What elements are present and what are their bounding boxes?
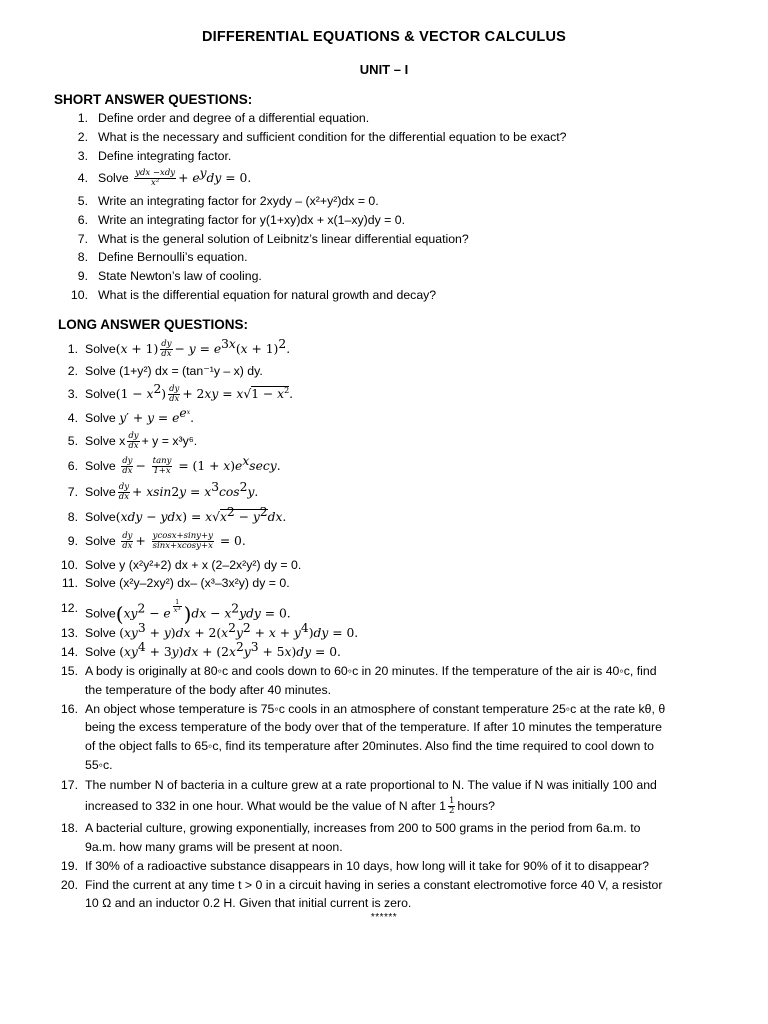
question-line-text: increased to 332 in one hour. What would be the value of N after 1 — [85, 799, 446, 813]
question-number: 11. — [61, 576, 78, 590]
question-text: Solve(1 − $x^2$) $\frac{dy}{dx}$ + $2xy = x√1 - x^2$. — [85, 382, 294, 405]
question-number: 5. — [77, 194, 88, 208]
question-number: 1. — [77, 111, 88, 125]
question-number: 8. — [67, 510, 78, 524]
question-number: 10. — [70, 288, 88, 302]
question-number: 8. — [77, 250, 88, 264]
solve-label: Solve — [85, 342, 116, 356]
question-line: of the object falls to 65◦c, find its temperature after 20minutes. Also find the time required to cool down to — [85, 739, 654, 753]
question-text: Solve $\frac{\text{ydx −xdy}}{\text{x²}}$ + $e^ydy = 0$. — [98, 166, 252, 189]
solve-label: Solve — [85, 387, 116, 401]
question-number: 13. — [60, 626, 78, 640]
solve-label: Solve — [85, 645, 116, 659]
solve-label: Solve — [85, 626, 116, 640]
short-answer-heading: SHORT ANSWER QUESTIONS: — [54, 92, 253, 107]
question-number: 2. — [77, 130, 88, 144]
solve-label: Solve x — [85, 434, 126, 448]
question-number: 12. — [60, 601, 78, 615]
solve-label: Solve — [85, 459, 116, 473]
solve-label: Solve — [85, 411, 116, 425]
question-text: $Solve(xy^2 - e$ $^{\frac{1}{x^3}}$ )$dx - x^2ydy = 0$. — [85, 598, 291, 626]
question-text: Define Bernoulli’s equation. — [98, 250, 248, 264]
question-text: Solve $(xy^3 + y)dx + 2(x^2y^2 + x + y^4)dy = 0$. — [85, 621, 359, 640]
question-number: 17. — [60, 778, 78, 792]
question-line: being the excess temperature of the body over that of the temperature. If after 10 minutes the temperature — [85, 720, 662, 734]
question-line: 55◦c. — [85, 758, 113, 772]
question-line: A body is originally at 80◦c and cools down to 60◦c in 20 minutes. If the temperature of the air is 40◦c, find — [85, 664, 657, 678]
question-line: 9a.m. how many grams will be present at noon. — [85, 840, 343, 854]
question-tail: hours? — [457, 799, 495, 813]
solve-label: Solve — [85, 510, 116, 524]
question-text: Define integrating factor. — [98, 149, 232, 163]
unit-heading: UNIT – I — [359, 62, 409, 77]
question-number: 19. — [60, 859, 78, 873]
question-line: A bacterial culture, growing exponentially, increases from 200 to 500 grams in the period from 6a.m. to — [85, 821, 641, 835]
solve-label: Solve — [85, 534, 116, 548]
question-text: Solve $\frac{dy}{dx}$ − $\frac{\tan y}{1+x}$ = $(1 + x)e^x\sec y$. — [85, 454, 281, 477]
long-answer-heading: LONG ANSWER QUESTIONS: — [58, 317, 249, 332]
question-tail: + y = x³y⁶. — [141, 434, 198, 448]
question-number: 1. — [67, 342, 78, 356]
question-text: What is the necessary and sufficient condition for the differential equation to be exact? — [98, 130, 567, 144]
question-text: Solve(x + 1) $\frac{dy}{dx}$ − $y = e^{3x}(x + 1)^2$. — [85, 337, 291, 360]
question-line: An object whose temperature is 75◦c cools in an atmosphere of constant temperature 25◦c at the rate kθ, θ — [85, 702, 666, 716]
document-title: DIFFERENTIAL EQUATIONS & VECTOR CALCULUS — [201, 29, 567, 45]
question-text: Solve $y' + y = e^{e^x}$. — [85, 406, 195, 425]
fraction-numerator: ydx −xdy — [135, 168, 176, 179]
question-number: 15. — [60, 664, 78, 678]
question-line: The number N of bacteria in a culture grew at a rate proportional to N. The value if N was initially 100 and — [85, 778, 657, 792]
fraction-denominator: x² — [151, 178, 160, 189]
question-line: Find the current at any time t > 0 in a circuit having in series a constant electromotive force 40 V, a resistor — [85, 878, 663, 892]
question-text: What is the differential equation for natural growth and decay? — [98, 288, 437, 302]
mixed-fraction: $\frac{1}{2}$ — [448, 796, 455, 817]
question-number: 2. — [67, 364, 78, 378]
question-number: 3. — [67, 387, 78, 401]
question-text: Solve $\frac{dy}{dx}$ + $xsin2y = x^3\cos^2y$. — [85, 480, 259, 503]
end-marker: ****** — [370, 912, 398, 923]
question-text: Solve y (x²y²+2) dx + x (2–2x²y²) dy = 0. — [85, 558, 302, 572]
question-number: 5. — [67, 434, 78, 448]
question-text: Solve $(xy^4 + 3y)dx + (2x^2y^3 + 5x)dy = 0$. — [85, 640, 341, 659]
question-number: 9. — [77, 269, 88, 283]
solve-label: Solve — [98, 171, 129, 185]
question-text: Solve (1+y²) dx = (tan⁻¹y – x) dy. — [85, 364, 263, 378]
question-number: 6. — [67, 459, 78, 473]
question-text: State Newton’s law of cooling. — [98, 269, 262, 283]
question-text: Solve $\frac{dy}{dx}$ + $\frac{ycosx+\sin y+y}{\sin x+xcosy+x}$ = 0. — [85, 531, 246, 552]
question-number: 18. — [60, 821, 78, 835]
solve-label: Solve — [85, 606, 116, 621]
question-number: 4. — [77, 171, 88, 185]
question-text: Write an integrating factor for 2xydy – (x²+y²)dx = 0. — [98, 194, 379, 208]
question-text: What is the general solution of Leibnitz’s linear differential equation? — [98, 232, 469, 246]
question-line: If 30% of a radioactive substance disappears in 10 days, how long will it take for 90% of it to disappear? — [85, 859, 649, 873]
question-line: 10 Ω and an inductor 0.2 H. Given that initial current is zero. — [85, 896, 412, 910]
question-line: the temperature of the body after 40 minutes. — [85, 683, 332, 697]
question-number: 7. — [67, 485, 78, 499]
question-number: 7. — [77, 232, 88, 246]
math-fraction — [134, 169, 176, 188]
question-text: Solve x $\frac{dy}{dx}$ + y = x³y⁶. — [85, 431, 198, 452]
question-number: 16. — [60, 702, 78, 716]
solve-label: Solve — [85, 485, 116, 499]
question-number: 3. — [77, 149, 88, 163]
question-text: Solve (x²y–2xy²) dx– (x³–3x²y) dy = 0. — [85, 576, 290, 590]
question-number: 14. — [60, 645, 78, 659]
question-number: 9. — [67, 534, 78, 548]
question-text: Solve(xdy − $ydx) = x√x^2 - y^2dx$. — [85, 505, 287, 524]
question-text: Define order and degree of a differential equation. — [98, 111, 370, 125]
question-number: 6. — [77, 213, 88, 227]
question-text: Write an integrating factor for y(1+xy)dx + x(1–xy)dy = 0. — [98, 213, 405, 227]
question-number: 4. — [67, 411, 78, 425]
question-line — [85, 797, 495, 816]
question-number: 20. — [60, 878, 78, 892]
question-number: 10. — [60, 558, 78, 572]
